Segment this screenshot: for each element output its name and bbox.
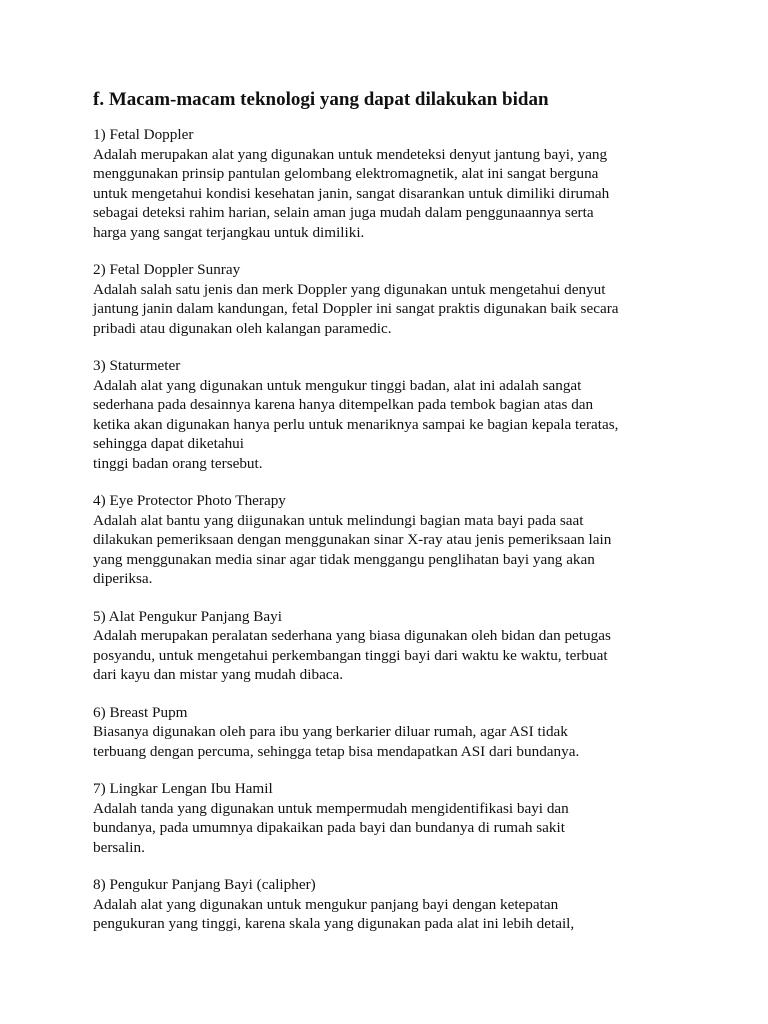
section-heading: 4) Eye Protector Photo Therapy [93,492,286,509]
section-fetal-doppler-sunray [93,260,693,338]
section-heading: 7) Lingkar Lengan Ibu Hamil [93,780,273,797]
section-heading: 5) Alat Pengukur Panjang Bayi [93,607,282,625]
section-staturmeter [93,356,693,473]
paragraph-line: Biasanya digunakan oleh para ibu yang berkarier diluar rumah, agar ASI tidak [93,723,568,740]
paragraph-line: Adalah alat yang digunakan untuk mengukur panjang bayi dengan ketepatan [93,895,559,913]
paragraph-line: menggunakan prinsip pantulan gelombang elektromagnetik, alat ini sangat berguna [93,165,599,182]
section-heading: 1) Fetal Doppler [93,126,194,143]
document-title: f. Macam-macam teknologi yang dapat dilakukan bidan [93,89,549,110]
section-heading: 6) Breast Pupm [93,703,188,721]
paragraph-line: Adalah alat yang digunakan untuk mengukur tinggi badan, alat ini adalah sangat [93,376,582,394]
section-alat-pengukur [93,607,693,685]
paragraph-line: dari kayu dan mistar yang mudah dibaca. [93,666,344,683]
paragraph-line: bersalin. [93,838,145,856]
document-page [93,88,693,952]
paragraph-line: posyandu, untuk mengetahui perkembangan tinggi bayi dari waktu ke waktu, terbuat [93,646,608,664]
section-breast-pump [93,703,693,762]
paragraph-line: Adalah merupakan alat yang digunakan untuk mendeteksi denyut jantung bayi, yang [93,145,608,163]
paragraph-line: Adalah alat bantu yang diigunakan untuk melindungi bagian mata bayi pada saat [93,511,584,529]
section-heading: 3) Staturmeter [93,357,181,374]
paragraph-line: harga yang sangat terjangkau untuk dimiliki. [93,223,365,241]
paragraph-line: terbuang dengan percuma, sehingga tetap bisa mendapatkan ASI dari bundanya. [93,742,580,760]
section-fetal-doppler [93,125,693,242]
paragraph-line: Adalah tanda yang digunakan untuk mempermudah mengidentifikasi bayi dan [93,799,569,817]
paragraph-line: Adalah merupakan peralatan sederhana yang biasa digunakan oleh bidan dan petugas [93,627,611,644]
paragraph-line: untuk mengetahui kondisi kesehatan janin, sangat disarankan untuk dimiliki dirumah [93,184,610,202]
section-calipher [93,875,693,934]
paragraph-line: jantung janin dalam kandungan, fetal Doppler ini sangat praktis digunakan baik secara [93,300,619,317]
paragraph-line: Adalah salah satu jenis dan merk Doppler yang digunakan untuk mengetahui denyut [93,280,606,298]
paragraph-line: sebagai deteksi rahim harian, selain aman juga mudah dalam penggunaannya serta [93,204,594,221]
paragraph-line: pribadi atau digunakan oleh kalangan paramedic. [93,319,392,337]
paragraph-line: bundanya, pada umumnya dipakaikan pada bayi dan bundanya di rumah sakit [93,819,565,836]
paragraph-line: sehingga dapat diketahui [93,435,244,452]
section-lingkar-lengan [93,779,693,857]
paragraph-line: tinggi badan orang tersebut. [93,454,263,472]
paragraph-line: pengukuran yang tinggi, karena skala yang digunakan pada alat ini lebih detail, [93,915,575,932]
paragraph-line: dilakukan pemeriksaan dengan menggunakan sinar X-ray atau jenis pemeriksaan lain [93,531,612,548]
section-heading: 8) Pengukur Panjang Bayi (calipher) [93,876,316,893]
section-heading: 2) Fetal Doppler Sunray [93,261,241,278]
paragraph-line: diperiksa. [93,570,153,587]
paragraph-line: yang menggunakan media sinar agar tidak menggangu penglihatan bayi yang akan [93,550,595,568]
paragraph-line: sederhana pada desainnya karena hanya ditempelkan pada tembok bagian atas dan [93,396,594,413]
paragraph-line: ketika akan digunakan hanya perlu untuk menariknya sampai ke bagian kepala teratas, [93,415,619,433]
section-eye-protector [93,491,693,589]
